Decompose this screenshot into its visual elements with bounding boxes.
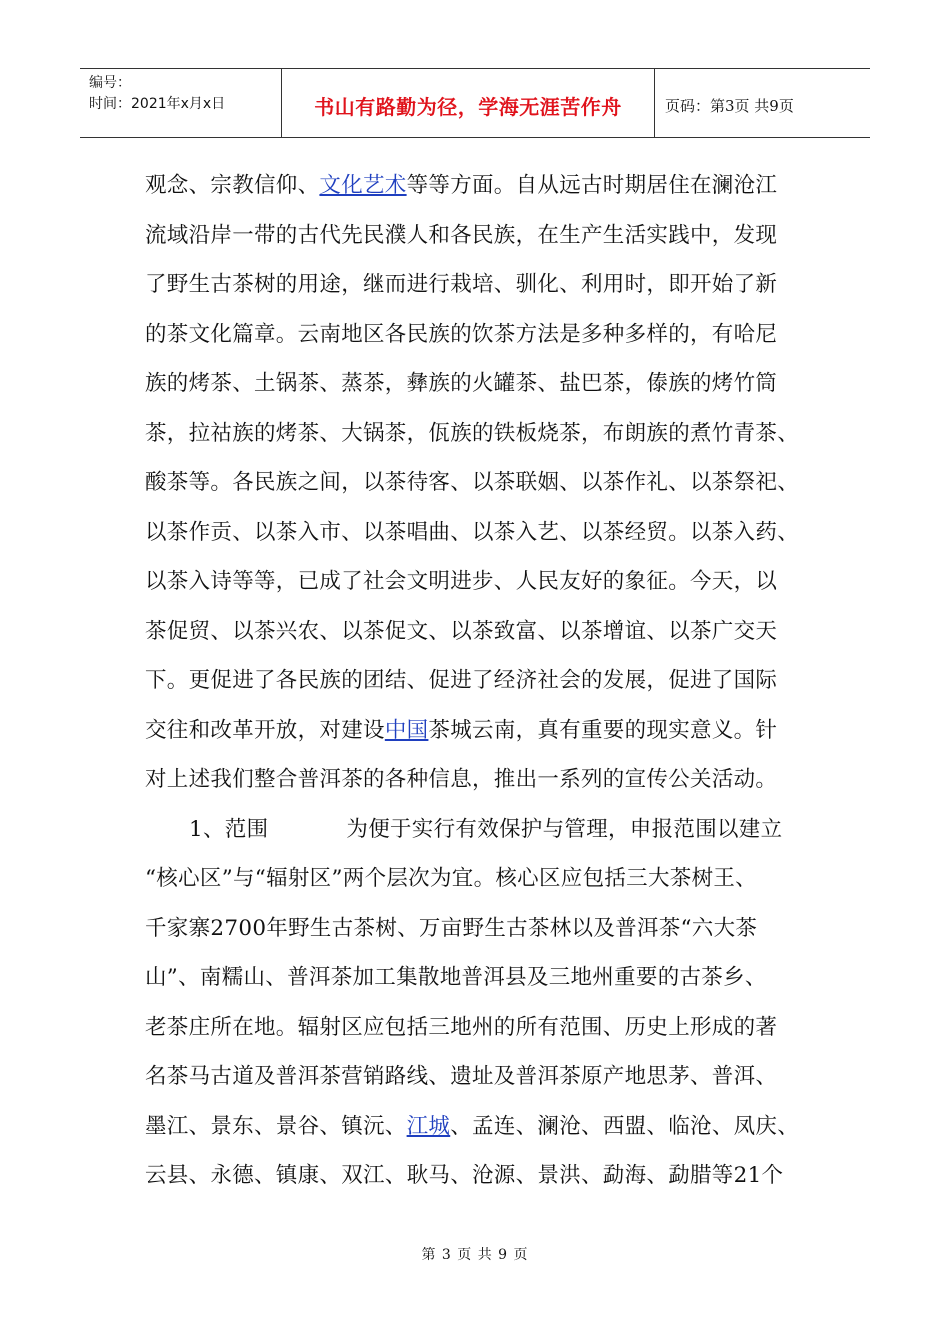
body-line [145, 168, 835, 218]
body-line: 老茶庄所在地。辐射区应包括三地州的所有范围、历史上形成的著 [145, 1014, 778, 1040]
body-line: 以茶作贡、以茶入市、以茶唱曲、以茶入艺、以茶经贸。以茶入药、 [145, 519, 800, 545]
page-footer: 第 3 页 共 9 页 [421, 1247, 529, 1263]
body-line: 下。更促进了各民族的团结、促进了经济社会的发展，促进了国际 [145, 668, 778, 693]
text-segment: 交往和改革开放，对建设 [145, 717, 385, 743]
body-line: 名茶马古道及普洱茶营销路线、遗址及普洱茶原产地思茅、普洱、 [145, 1064, 778, 1089]
header-motto: 书山有路勤为径，学海无涯苦作舟 [282, 69, 655, 137]
header-date-label: 时间：2021年x月x日 [89, 96, 226, 112]
body-line [145, 713, 835, 763]
text-segment: 墨江、景东、景谷、镇沅、 [145, 1113, 407, 1139]
body-line: 茶，拉祜族的烤茶、大锅茶，佤族的铁板烧茶，布朗族的煮竹青茶、 [145, 420, 800, 446]
body-line: 族的烤茶、土锅茶、蒸茶，彝族的火罐茶、盐巴茶，傣族的烤竹筒 [145, 371, 778, 396]
text-segment: 等等方面。自从远古时期居住在澜沧江 [406, 173, 778, 198]
body-line: “核心区”与“辐射区”两个层次为宜。核心区应包括三大茶树王、 [145, 866, 757, 891]
body-line-scope [145, 812, 835, 862]
body-line: 的茶文化篇章。云南地区各民族的饮茶方法是多种多样的，有哈尼 [145, 321, 778, 347]
text-segment: 观念、宗教信仰、 [145, 173, 320, 198]
header-number-label: 编号： [89, 75, 131, 91]
document-header [80, 68, 870, 138]
text-segment: 茶城云南，真有重要的现实意义。针 [428, 717, 778, 743]
body-line: 对上述我们整合普洱茶的各种信息，推出一系列的宣传公关活动。 [145, 767, 778, 792]
body-line: 云县、永德、镇康、双江、耿马、沧源、景洪、勐海、勐腊等21个 [145, 1163, 784, 1188]
header-meta [80, 69, 282, 137]
text-segment: 为便于实行有效保护与管理，申报范围以建立 [346, 816, 783, 842]
body-line: 茶促贸、以茶兴农、以茶促文、以茶致富、以茶增谊、以茶广交天 [145, 618, 778, 644]
body-line: 了野生古茶树的用途，继而进行栽培、驯化、利用时，即开始了新 [145, 272, 778, 297]
body-line: 流域沿岸一带的古代先民濮人和各民族，在生产生活实践中，发现 [145, 222, 778, 248]
link-china[interactable]: 中国 [384, 717, 429, 743]
link-culture-art[interactable]: 文化艺术 [319, 173, 407, 198]
body-line: 酸茶等。各民族之间，以茶待客、以茶联姻、以茶作礼、以茶祭祀、 [145, 470, 800, 495]
body-line: 以茶入诗等等，已成了社会文明进步、人民友好的象征。今天，以 [145, 569, 778, 594]
section-heading: 1、范围 [189, 816, 269, 842]
link-jiangcheng[interactable]: 江城 [406, 1113, 451, 1139]
header-page-code: 页码：第3页 共9页 [665, 96, 794, 115]
text-segment: 、孟连、澜沧、西盟、临沧、凤庆、 [450, 1113, 800, 1139]
body-line: 山”、南糯山、普洱茶加工集散地普洱县及三地州重要的古茶乡、 [145, 965, 767, 990]
body-line [145, 1109, 835, 1159]
body-line: 千家寨2700年野生古茶树、万亩野生古茶林以及普洱茶“六大茶 [145, 915, 758, 941]
document-body [145, 168, 835, 1208]
